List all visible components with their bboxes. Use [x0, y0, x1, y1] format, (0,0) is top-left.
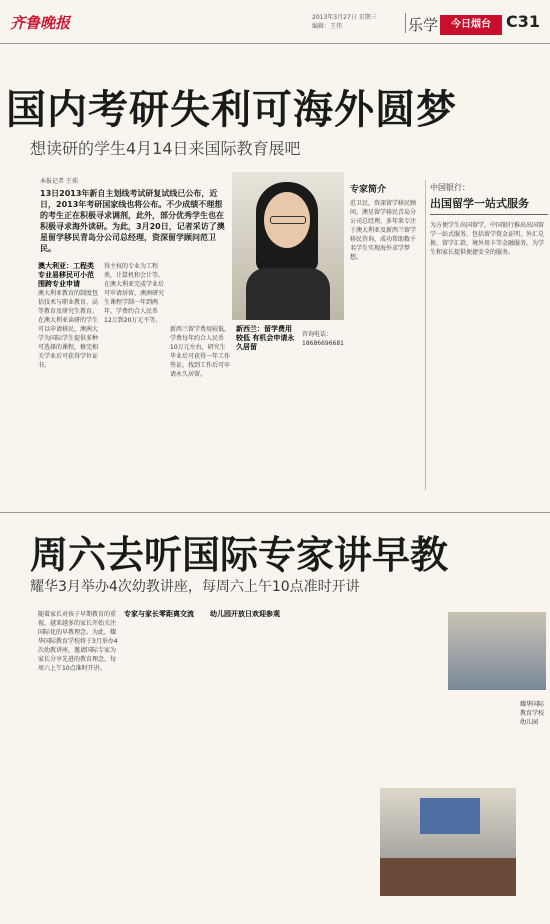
expert-body: 范卫民，资深留学移民顾问，澳星留学移民青岛分公司总经理，多年来专注于澳大利亚及新西兰留学移民咨询，成功帮助数千名学生实现海外求学梦想。	[350, 200, 417, 261]
section-name: 乐学	[408, 16, 439, 34]
story1-lead: 13日2013年新自主划线考试研复试线已公布，近日，2013年考研国家线也将公布。不少成绩不理想的考生正在积极寻求调剂，此外，部分优秀学生也在积极寻求海外读研。为此，3月20日，记者采访了澳星留学移民青岛分公司总经理，资深留学顾问范卫民。	[40, 189, 225, 253]
section-badge: 今日烟台	[440, 15, 502, 35]
story1-column-5: 咨询电话：18686696681	[302, 331, 344, 347]
story-divider	[0, 512, 550, 513]
story2-column-3	[210, 610, 290, 910]
page-header	[0, 0, 550, 44]
issue-info: 2013年3月27日 星期三 编辑：王伟	[312, 14, 377, 30]
story1-author: 本报记者 王琐	[40, 178, 78, 185]
story2-column-2	[124, 610, 204, 910]
sidebar-label: 中国银行：	[430, 183, 470, 192]
sidebar-body: 为方便学生出国留学，中国银行推出出国留学一站式服务，包括留学资金证明、外汇兑换、留学汇款、境外用卡等金融服务，为学生和家长提供便捷安全的服务。	[430, 222, 545, 256]
story1-column-1	[38, 262, 98, 502]
expert-photo	[232, 172, 344, 320]
story1-column-3: 新西兰留学费用较低，学费每年约合人民币10万元左右，研究生毕业后可获得一年工作签证，找到工作后可申请永久居留。	[170, 326, 230, 378]
header-divider	[405, 13, 406, 33]
story2-subhead-b: 幼儿园开放日欢迎参观	[210, 610, 280, 618]
audience	[380, 858, 516, 896]
story1-column-4	[236, 325, 296, 500]
newspaper-logo: 齐鲁晚报	[10, 14, 71, 32]
story2-column-4	[296, 610, 376, 910]
page-number: C31	[506, 12, 541, 31]
expert-title: 专家简介	[350, 185, 387, 195]
col1-subhead: 澳大利亚：工程类专业易移民可小范围跨专业申请	[38, 262, 94, 288]
photo-glasses	[270, 216, 306, 224]
story2-column-1: 随着家长对孩子早期教育的重视，越来越多的家长开始关注国际化的早教理念。为此，耀华国际教育学校将于3月举办4次幼教讲座，邀请国际专家为家长分享先进的教育理念，每周六上午10点准时开讲。	[38, 611, 118, 672]
col4-subhead: 新西兰：留学费用较低 有机会申请永久居留	[236, 325, 295, 351]
lecture-photo	[448, 612, 546, 690]
col1-body: 澳大利亚教育的制度包括技术与职业教育，高等教育及研究生教育。在澳大利亚读研的学生可以申请移民，澳洲大学为国际学生提供多种可选择的课程，修完相关学业后可获得学位证书。	[38, 290, 98, 369]
story1-subhead: 想读研的学生4月14日来国际教育展吧	[30, 139, 301, 158]
story2-subhead: 耀华3月举办4次幼教讲座，每周六上午10点准时开讲	[30, 579, 360, 595]
photo-caption: 耀华国际教育学校幼儿园	[520, 701, 545, 726]
story2-headline: 周六去听国际专家讲早教	[30, 533, 449, 577]
column-rule	[425, 180, 426, 490]
sidebar-title: 出国留学一站式服务	[430, 195, 548, 215]
classroom-photo	[380, 788, 516, 896]
sidebar-bank	[430, 182, 548, 501]
story2-subhead-a: 专家与家长零距离交流	[124, 610, 194, 618]
photo-body	[246, 268, 330, 320]
story1-column-2: 得主权的专业为工程类，计算机和会计等，在澳大利亚完成学业后可申请居留，澳洲研究生课程学制一年到两年，学费约合人民币12万到20万元不等。	[104, 263, 164, 324]
expert-intro	[350, 182, 418, 330]
projector-screen	[420, 798, 480, 834]
story1-headline: 国内考研失利可海外圆梦	[6, 87, 457, 133]
